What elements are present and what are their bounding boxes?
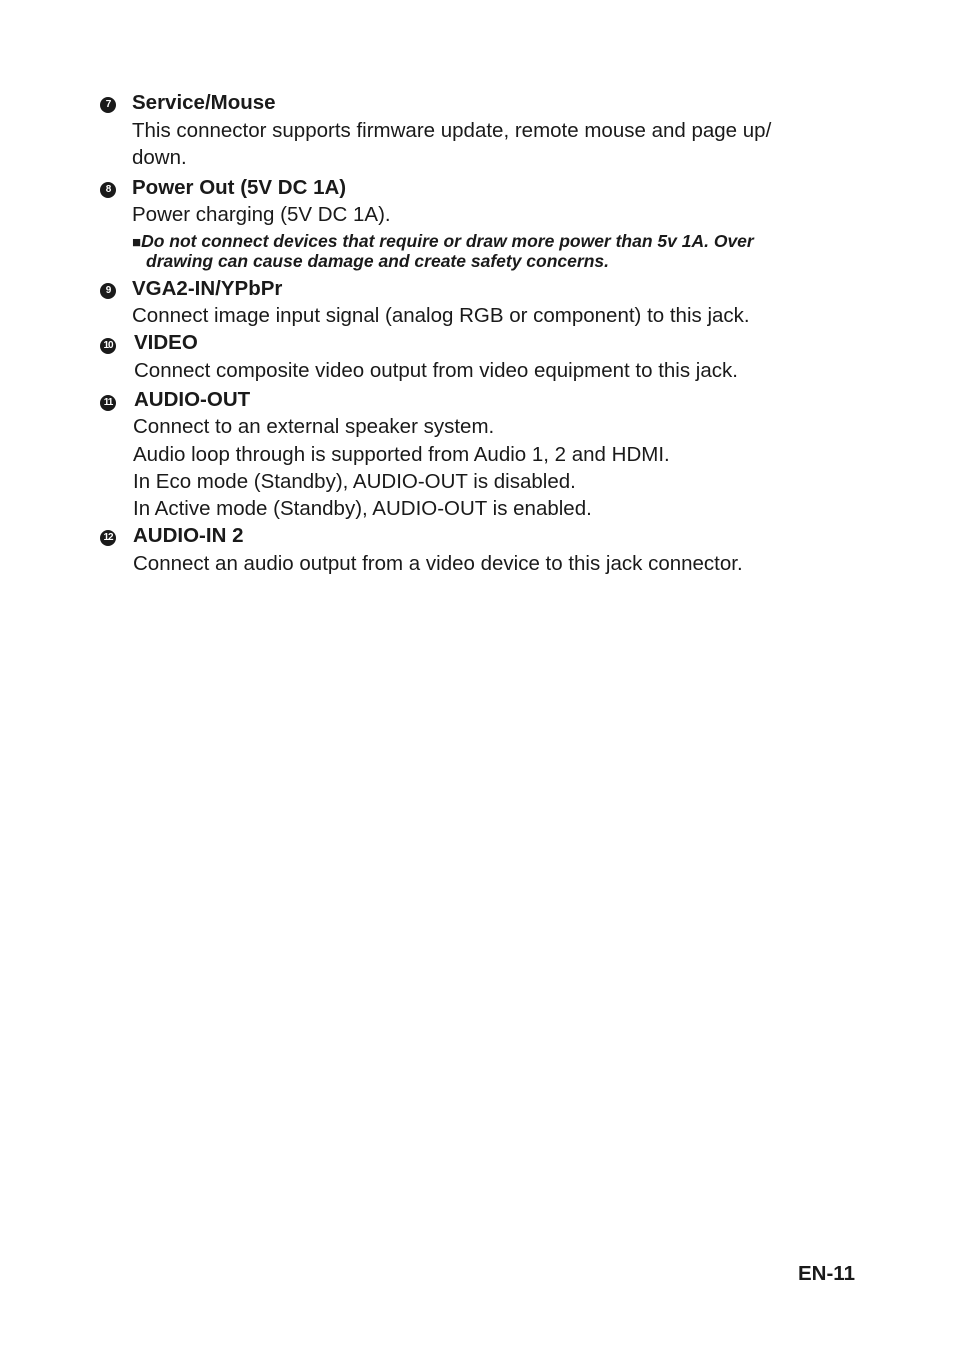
- item-number-badge: 8: [100, 182, 116, 198]
- section-description-line: down.: [132, 146, 187, 169]
- section-heading-power-out: Power Out (5V DC 1A): [132, 176, 347, 199]
- warning-note: [132, 231, 754, 253]
- section-description-line: Power charging (5V DC 1A).: [132, 203, 391, 226]
- page-number: EN-11: [798, 1262, 855, 1285]
- section-description-line: Connect an audio output from a video device to this jack connector.: [133, 552, 743, 575]
- item-number-badge: 10: [100, 338, 116, 354]
- item-number-badge: 7: [100, 97, 116, 113]
- warning-note-line: Do not connect devices that require or draw more power than 5v 1A. Over: [141, 231, 754, 251]
- section-heading-video: VIDEO: [134, 331, 198, 354]
- section-description-line: In Active mode (Standby), AUDIO-OUT is enabled.: [133, 497, 592, 520]
- section-description-line: In Eco mode (Standby), AUDIO-OUT is disabled.: [133, 470, 576, 493]
- section-heading-service-mouse: Service/Mouse: [132, 91, 276, 114]
- section-description-line: Connect to an external speaker system.: [133, 415, 495, 438]
- item-number-badge: 9: [100, 283, 116, 299]
- warning-note-line: drawing can cause damage and create safety concerns.: [146, 251, 609, 271]
- section-heading-audio-out: AUDIO-OUT: [134, 388, 251, 411]
- section-description-line: Connect composite video output from video equipment to this jack.: [134, 359, 738, 382]
- section-description-line: Audio loop through is supported from Audio 1, 2 and HDMI.: [133, 443, 670, 466]
- section-description-line: This connector supports firmware update, remote mouse and page up/: [132, 119, 772, 142]
- section-heading-vga2-in: VGA2-IN/YPbPr: [132, 277, 283, 300]
- item-number-badge: 11: [100, 395, 116, 411]
- section-heading-audio-in-2: AUDIO-IN 2: [133, 524, 244, 547]
- item-number-badge: 12: [100, 530, 116, 546]
- bullet-square-icon: ■: [132, 234, 142, 251]
- section-description-line: Connect image input signal (analog RGB or component) to this jack.: [132, 304, 750, 327]
